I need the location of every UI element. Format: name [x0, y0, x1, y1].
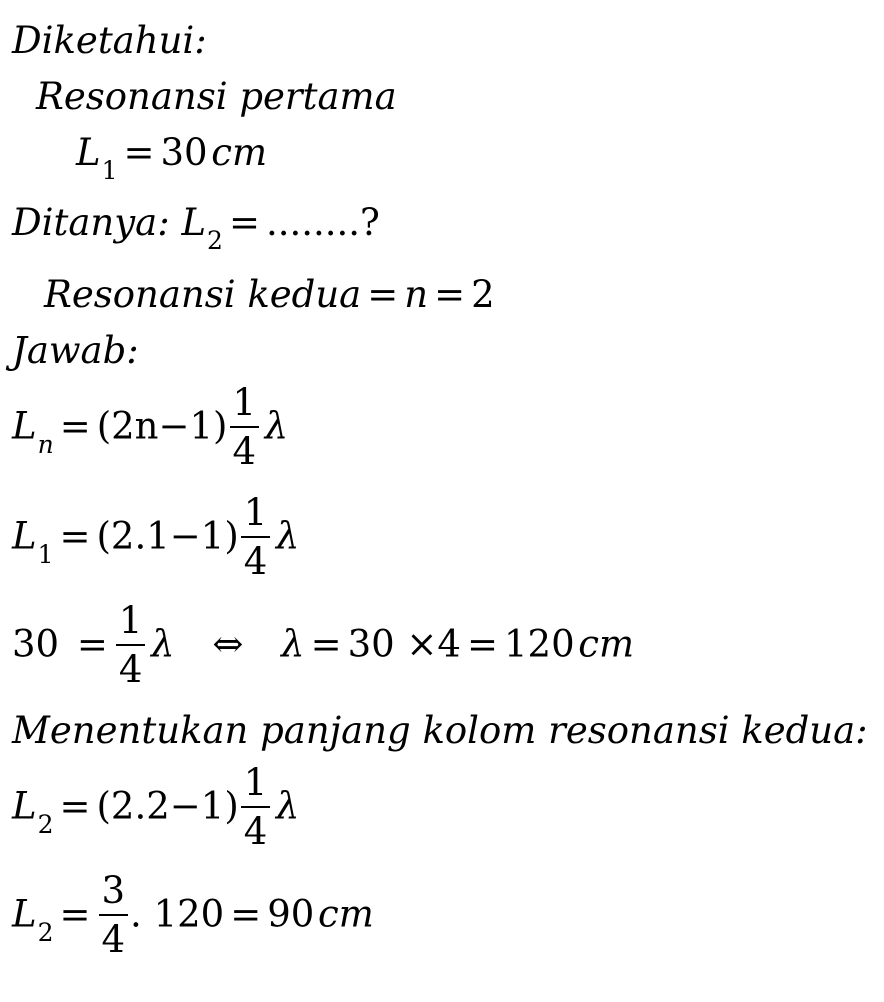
final-mult: . 120 — [130, 892, 225, 936]
solve-lambda2: λ — [281, 622, 305, 666]
asked-equation: Ditanya: $L_2$ = ........? — [12, 201, 380, 255]
n-symbol: n — [404, 273, 429, 316]
solve-lhs: 30 — [12, 622, 60, 666]
solve-expr: 30 ×4 — [347, 622, 461, 666]
second-fraction: $\frac{1}{4}$ — [241, 764, 271, 850]
L2-final-subscript: 2 — [37, 917, 54, 947]
L2-formula-symbol: L — [12, 784, 37, 828]
given-heading: Diketahui: — [12, 19, 207, 62]
final-unit: cm — [318, 892, 374, 936]
iff-symbol: ⇔ — [212, 622, 244, 666]
first-formula: $L_1 = (2.1-1)$ $\frac{1}{4}$ λ — [12, 491, 300, 583]
solve-result: 120 — [503, 622, 575, 666]
solve-fraction: $\frac{1}{4}$ — [116, 602, 146, 688]
n-value: 2 — [471, 273, 495, 316]
L1-formula-subscript: 1 — [37, 539, 54, 569]
first-paren: (2.1−1) — [96, 514, 239, 558]
asked-heading: Ditanya: — [12, 201, 170, 244]
L1-subscript: 1 — [101, 156, 118, 185]
second-heading: Menentukan panjang kolom resonansi kedua: — [12, 709, 868, 752]
answer-heading: Jawab: — [12, 329, 139, 372]
general-formula: $L_n = (2n-1)$ $\frac{1}{4}$ λ — [12, 381, 289, 473]
L1-value: 30 — [160, 131, 208, 174]
Ln-symbol: L — [12, 404, 37, 448]
general-lambda: λ — [264, 404, 289, 448]
solve-lambda: 30 = $\frac{1}{4}$ λ ⇔ λ = 30 ×4 = 120 cm — [12, 599, 635, 691]
second-formula: $L_2 = (2.2-1)$ $\frac{1}{4}$ λ — [12, 761, 300, 853]
final-formula: $L_2$ = $\frac{3}{4}$ . 120 = 90 cm — [12, 869, 374, 961]
L2-formula-subscript: 2 — [37, 809, 54, 839]
first-fraction: $\frac{1}{4}$ — [241, 494, 271, 580]
L2-symbol: L — [181, 201, 207, 244]
general-fraction: $\frac{1}{4}$ — [230, 384, 260, 470]
asked-blank: ........? — [265, 201, 380, 244]
given-L1-equation: $L_1 = 30$ cm — [76, 131, 268, 185]
L1-symbol: L — [76, 131, 101, 174]
L1-formula-symbol: L — [12, 514, 37, 558]
second-paren: (2.2−1) — [96, 784, 239, 828]
L2-final-symbol: L — [12, 892, 37, 936]
first-resonance-label: Resonansi pertama — [36, 75, 397, 118]
solve-lambda-symbol: λ — [151, 622, 175, 666]
L1-unit: cm — [211, 131, 268, 174]
second-lambda: λ — [276, 784, 300, 828]
solve-unit: cm — [578, 622, 635, 666]
Ln-subscript: n — [37, 429, 54, 459]
final-fraction: $\frac{3}{4}$ — [99, 872, 129, 958]
first-lambda: λ — [276, 514, 300, 558]
second-resonance-label: Resonansi kedua — [44, 273, 362, 316]
L2-subscript: 2 — [207, 226, 223, 255]
general-paren: (2n−1) — [96, 404, 228, 448]
final-result: 90 — [267, 892, 315, 936]
second-resonance-equation: Resonansi kedua = n = 2 — [44, 273, 495, 316]
